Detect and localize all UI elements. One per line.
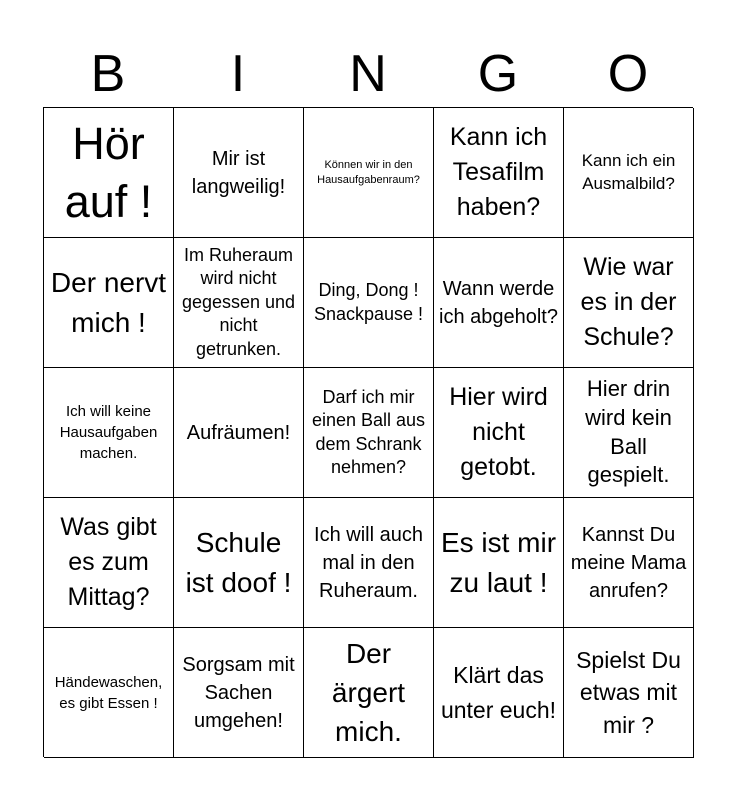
bingo-cell: [44, 498, 174, 628]
bingo-cell: [174, 108, 304, 238]
cell-text: Hier wird nicht getobt.: [449, 383, 548, 481]
bingo-cell: [304, 238, 434, 368]
bingo-cell: [44, 238, 174, 368]
cell-text: Spielst Du etwas mit mir ?: [576, 647, 681, 738]
bingo-cell: [564, 628, 694, 758]
cell-text: Mir ist langweilig!: [191, 147, 286, 198]
cell-text: Klärt das unter euch!: [440, 662, 557, 723]
bingo-cell: [434, 368, 564, 498]
cell-text: Kann ich Tesafilm haben?: [449, 123, 548, 221]
bingo-cell: [564, 368, 694, 498]
bingo-header: [43, 40, 693, 108]
header-letter-o: O: [607, 45, 649, 103]
cell-text: Wann werde ich abgeholt?: [439, 277, 558, 328]
header-letter-i: I: [230, 45, 246, 103]
cell-text: Schule ist doof !: [185, 527, 292, 598]
cell-text: Hör auf !: [64, 117, 153, 227]
bingo-cell: [44, 368, 174, 498]
bingo-cell: [434, 498, 564, 628]
header-letter-g: G: [477, 45, 519, 103]
cell-text: Darf ich mir einen Ball aus dem Schrank nehmen?: [311, 386, 426, 477]
cell-text: Der ärgert mich.: [331, 637, 406, 748]
bingo-cell: [304, 628, 434, 758]
bingo-cell: [564, 498, 694, 628]
bingo-cell: [564, 108, 694, 238]
cell-text: Können wir in den Hausaufgabenraum?: [317, 159, 420, 186]
bingo-cell: [174, 238, 304, 368]
cell-text: Hier drin wird kein Ball gespielt.: [585, 376, 672, 488]
header-letter-n: N: [349, 45, 387, 103]
bingo-cell: [174, 368, 304, 498]
bingo-cell: [174, 628, 304, 758]
header-letter-b: B: [90, 45, 126, 103]
bingo-card: [43, 107, 693, 757]
bingo-cell: [304, 368, 434, 498]
cell-text: Im Ruheraum wird nicht gegessen und nicht getrunken.: [181, 245, 296, 359]
bingo-cell: [44, 108, 174, 238]
bingo-cell: [174, 498, 304, 628]
cell-text: Ding, Dong ! Snackpause !: [313, 280, 424, 324]
bingo-cell: [304, 498, 434, 628]
bingo-cell: [434, 108, 564, 238]
cell-text: Es ist mir zu laut !: [440, 527, 557, 598]
cell-text: Aufräumen!: [186, 421, 291, 444]
bingo-cell: [564, 238, 694, 368]
bingo-cell: [304, 108, 434, 238]
cell-text: Ich will auch mal in den Ruheraum.: [314, 523, 423, 602]
cell-text: Sorgsam mit Sachen umgehen!: [182, 653, 295, 732]
cell-text: Wie war es in der Schule?: [580, 253, 677, 351]
cell-text: Was gibt es zum Mittag?: [60, 513, 157, 611]
cell-text: Kann ich ein Ausmalbild?: [581, 150, 676, 193]
cell-text: Kannst Du meine Mama anrufen?: [570, 523, 687, 602]
bingo-cell: [434, 628, 564, 758]
cell-text: Ich will keine Hausaufgaben machen.: [59, 403, 158, 462]
cell-text: Der nervt mich !: [50, 267, 167, 338]
bingo-cell: [434, 238, 564, 368]
cell-text: Händewaschen, es gibt Essen !: [54, 673, 163, 712]
bingo-cell: [44, 628, 174, 758]
